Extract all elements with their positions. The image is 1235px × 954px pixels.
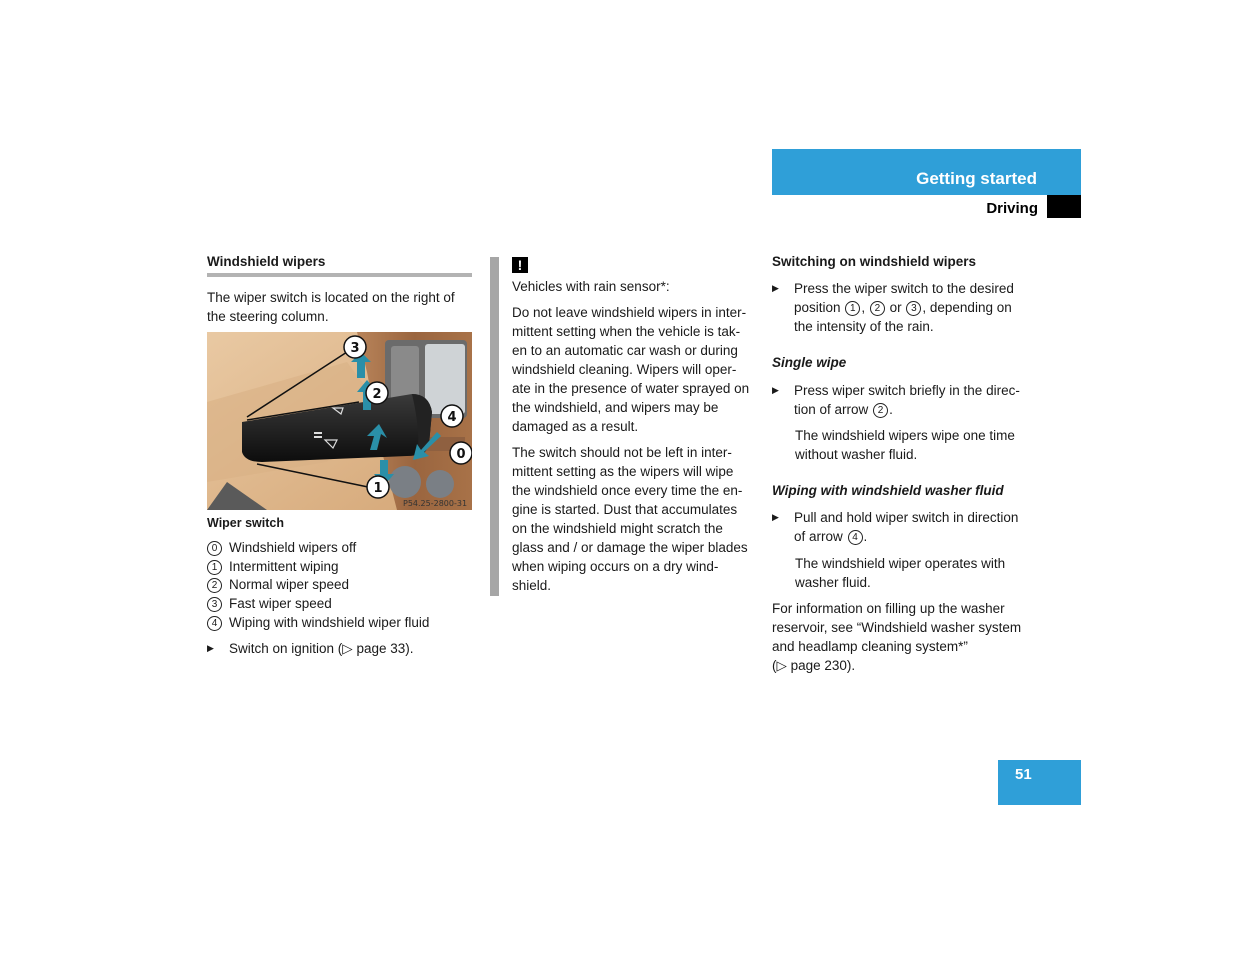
info-washer-reservoir: [772, 599, 1047, 675]
warning-line: en to an automatic car wash or during: [512, 343, 738, 358]
svg-text:3: 3: [350, 341, 360, 356]
circled-number: 2: [870, 301, 885, 316]
legend-item-3: [207, 594, 477, 613]
heading-washer-fluid: Wiping with windshield washer fluid: [772, 483, 1004, 498]
instruction-text: [794, 279, 1014, 336]
instruction-press-briefly: [772, 381, 1042, 419]
callout-4: [441, 405, 463, 427]
warning-line: on the windshield might scratch the: [512, 521, 723, 536]
instruction-text: Switch on ignition (▷ page 33).: [229, 641, 414, 656]
circled-number: 3: [207, 597, 222, 612]
instruction-switch-on-ignition: [207, 639, 477, 658]
warning-line: The switch should not be left in inter-: [512, 445, 732, 460]
circled-number: 2: [207, 578, 222, 593]
warning-line: the windshield once every time the en-: [512, 483, 743, 498]
result-line: washer fluid.: [795, 575, 871, 590]
callout-1: [367, 476, 389, 498]
wiper-switch-illustration: [207, 332, 472, 510]
legend-text: Normal wiper speed: [229, 577, 350, 593]
warning-line: damaged as a result.: [512, 419, 639, 434]
section-title-bar: [772, 149, 1081, 195]
instruction-line: [794, 527, 1018, 546]
warning-line: windshield cleaning. Wipers will oper-: [512, 362, 737, 377]
instruction-line: Press wiper switch briefly in the direc-: [794, 383, 1020, 398]
text-fragment: of arrow: [794, 529, 843, 544]
warning-line: mittent setting as the wipers will wipe: [512, 464, 734, 479]
text-fragment: or: [889, 300, 902, 315]
heading-rule: [207, 273, 472, 277]
circled-number: 0: [207, 541, 222, 556]
warning-line: Vehicles with rain sensor*:: [512, 279, 670, 294]
warning-line: gine is started. Dust that accumulates: [512, 502, 738, 517]
bullet-triangle-icon: ▶: [207, 643, 214, 653]
svg-text:2: 2: [372, 387, 382, 402]
heading-single-wipe: Single wipe: [772, 355, 847, 370]
svg-text:1: 1: [373, 481, 383, 496]
warning-text-block: [512, 277, 762, 595]
legend-text: Windshield wipers off: [229, 540, 357, 555]
bullet-triangle-icon: ▶: [772, 385, 779, 395]
circled-number: 2: [873, 403, 888, 418]
warning-sidebar: [490, 257, 499, 596]
warning-line: the windshield, and wipers may be: [512, 400, 719, 415]
result-line: without washer fluid.: [795, 447, 918, 462]
legend-item-2: [207, 575, 477, 594]
circled-number: 4: [207, 616, 222, 631]
callout-2: [366, 382, 388, 404]
info-line: and headlamp cleaning system*”: [772, 639, 968, 654]
svg-text:0: 0: [456, 447, 466, 462]
circled-number: 3: [906, 301, 921, 316]
legend-item-1: [207, 557, 477, 576]
section-tab-marker: [1047, 195, 1081, 218]
info-line: reservoir, see “Windshield washer system: [772, 620, 1022, 635]
legend-text: Intermittent wiping: [229, 558, 339, 574]
warning-line: when wiping occurs on a dry wind-: [512, 559, 719, 574]
circled-number: 4: [848, 530, 863, 545]
bullet-triangle-icon: ▶: [772, 512, 779, 522]
instruction-line: the intensity of the rain.: [794, 319, 934, 334]
result-line: The windshield wiper operates with: [795, 556, 1006, 571]
warning-line: Do not leave windshield wipers in inter-: [512, 305, 747, 320]
legend-item-4: [207, 613, 477, 632]
wiper-switch-figure: [207, 332, 472, 510]
legend-text: Fast wiper speed: [229, 596, 332, 612]
subsection-title: Driving: [986, 200, 1038, 217]
warning-exclamation-icon: !: [512, 257, 528, 273]
bullet-triangle-icon: ▶: [772, 283, 779, 293]
section-title: Getting started: [916, 169, 1037, 188]
text-fragment: , depending on: [922, 300, 1012, 315]
result-line: The windshield wipers wipe one time: [795, 428, 1015, 443]
legend-text: Wiping with windshield wiper fluid: [229, 614, 430, 630]
page-number: 51: [1015, 766, 1032, 783]
instruction-line: [794, 400, 1020, 419]
info-line: (▷ page 230).: [772, 658, 856, 673]
heading-switching-on: Switching on windshield wipers: [772, 254, 977, 269]
warning-line: ate in the presence of water sprayed on: [512, 381, 750, 396]
text-fragment: tion of arrow: [794, 402, 869, 417]
text-fragment: ,: [861, 300, 866, 315]
legend-item-0: [207, 538, 477, 557]
instruction-pull-and-hold: [772, 508, 1042, 546]
info-line: For information on filling up the washer: [772, 601, 1005, 616]
instruction-line: Pull and hold wiper switch in direction: [794, 510, 1019, 525]
callout-0: [450, 442, 472, 464]
legend-list: [207, 538, 477, 631]
circled-number: 1: [207, 560, 222, 575]
text-fragment: .: [889, 402, 893, 417]
warning-line: shield.: [512, 578, 552, 593]
callout-3: [344, 336, 366, 358]
instruction-line: [794, 298, 1014, 317]
text-fragment: position: [794, 300, 841, 315]
figure-code: P54.25-2800-31: [403, 499, 468, 508]
result-washer-fluid: [795, 554, 1045, 592]
result-single-wipe: [795, 426, 1045, 464]
circled-number: 1: [845, 301, 860, 316]
heading-windshield-wipers: Windshield wipers: [207, 254, 326, 269]
instruction-line: Press the wiper switch to the desired: [794, 281, 1014, 296]
intro-text: The wiper switch is located on the right of the steering column.: [207, 290, 455, 324]
figure-caption: Wiper switch: [207, 516, 284, 530]
warning-line: mittent setting when the vehicle is tak-: [512, 324, 741, 339]
warning-line: glass and / or damage the wiper blades: [512, 540, 748, 555]
text-fragment: .: [863, 529, 868, 544]
page-number-box: [998, 760, 1081, 805]
instruction-text: [794, 508, 1018, 546]
svg-text:4: 4: [447, 410, 457, 425]
instruction-text: [794, 381, 1020, 419]
instruction-press-wiper-switch: [772, 279, 1042, 336]
